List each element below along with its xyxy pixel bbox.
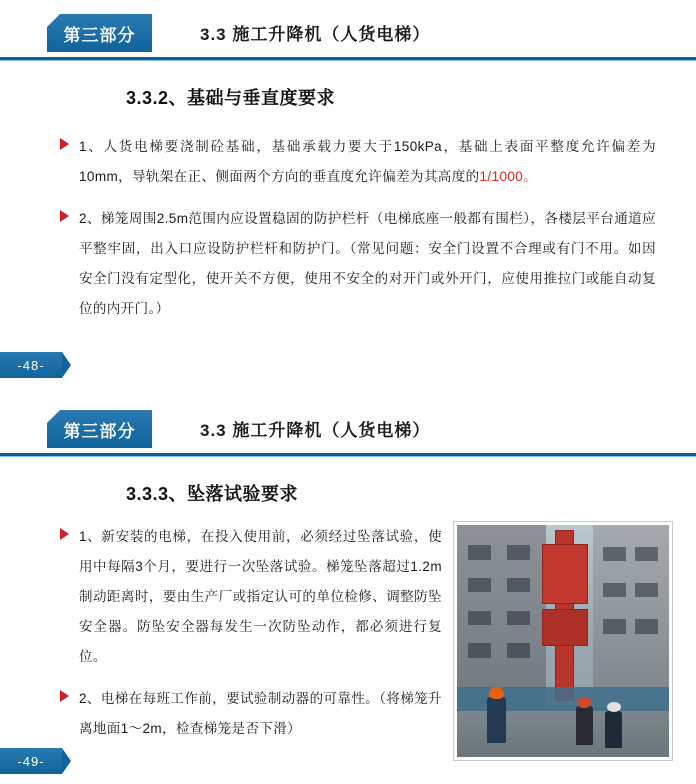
list-item-text-main: 2、梯笼周围2.5m范围内应设置稳固的防护栏杆（电梯底座一般都有围栏），各楼层平台通道应平整牢固，出入口应设防护栏杆和防护门。（常见问题：安全门设置不合理或有门不用。如因安全门没有定型化，使开关不方便，使用不安全的对开门或外开门，应使用推拉门或能自动复位的内开门。） xyxy=(79,211,656,316)
header-title: 3.3 施工升降机（人货电梯） xyxy=(200,421,431,440)
bullet-list xyxy=(0,132,696,324)
photo-window xyxy=(635,547,658,561)
photo-hoist-cage-lower xyxy=(542,609,589,646)
badge-notch-decoration xyxy=(47,14,60,27)
header-divider-light xyxy=(0,456,696,457)
photo-window xyxy=(603,583,626,597)
section-badge: 第三部分 xyxy=(47,410,152,448)
section-heading: 3.3.3、坠落试验要求 xyxy=(126,484,299,504)
photo-window xyxy=(468,611,491,625)
construction-hoist-photo xyxy=(454,522,672,760)
slide-header xyxy=(0,396,696,458)
page-number-tab: -49- xyxy=(0,748,62,774)
list-item-text xyxy=(79,132,656,192)
photo-window xyxy=(507,643,530,657)
list-item-text: 2、电梯在每班工作前，要试验制动器的可靠性。（将梯笼升离地面1～2m，检查梯笼是否下滑） xyxy=(79,691,442,736)
photo-window xyxy=(507,578,530,592)
triangle-bullet-icon xyxy=(60,210,69,222)
bullet-list xyxy=(60,522,450,760)
photo-window xyxy=(468,643,491,657)
photo-building-right xyxy=(593,525,669,706)
photo-worker xyxy=(576,706,593,745)
content-columns xyxy=(0,522,696,760)
photo-worker xyxy=(487,697,506,743)
slide-48 xyxy=(0,0,696,388)
list-item-text xyxy=(79,204,656,324)
photo-window xyxy=(507,611,530,625)
triangle-bullet-icon xyxy=(60,690,69,702)
triangle-bullet-icon xyxy=(60,138,69,150)
slide-49 xyxy=(0,396,696,784)
slide-header xyxy=(0,0,696,62)
header-divider-light xyxy=(0,60,696,61)
photo-window xyxy=(635,619,658,633)
photo-column xyxy=(450,522,678,760)
list-item xyxy=(60,204,656,324)
header-title: 3.3 施工升降机（人货电梯） xyxy=(200,25,431,44)
badge-notch-decoration xyxy=(47,410,60,423)
photo-worker xyxy=(605,711,622,748)
photo-window xyxy=(468,545,491,559)
slide-separator xyxy=(0,388,696,396)
list-item xyxy=(60,132,656,192)
photo-window xyxy=(603,619,626,633)
photo-window xyxy=(507,545,530,559)
section-badge: 第三部分 xyxy=(47,14,152,52)
section-heading: 3.3.2、基础与垂直度要求 xyxy=(126,88,336,108)
list-item xyxy=(60,684,442,744)
list-item xyxy=(60,522,442,672)
photo-window xyxy=(468,578,491,592)
page-number-tab: -48- xyxy=(0,352,62,378)
list-item-text-highlight: 1/1000。 xyxy=(479,169,538,184)
photo-window xyxy=(603,547,626,561)
list-item-text-main: 1、人货电梯要浇制砼基础，基础承载力要大于150kPa，基础上表面平整度允许偏差为10mm，导轨架在正、侧面两个方向的垂直度允许偏差为其高度的 xyxy=(79,139,656,184)
photo-hoist-cage xyxy=(542,544,589,604)
triangle-bullet-icon xyxy=(60,528,69,540)
list-item-text: 1、新安装的电梯，在投入使用前，必须经过坠落试验，使用中每隔3个月，要进行一次坠落试验。梯笼坠落超过1.2m制动距离时，要由生产厂或指定认可的单位检修、调整防坠安全器。防坠安全器每发生一次防坠动作，都必须进行复位。 xyxy=(79,529,442,664)
photo-window xyxy=(635,583,658,597)
